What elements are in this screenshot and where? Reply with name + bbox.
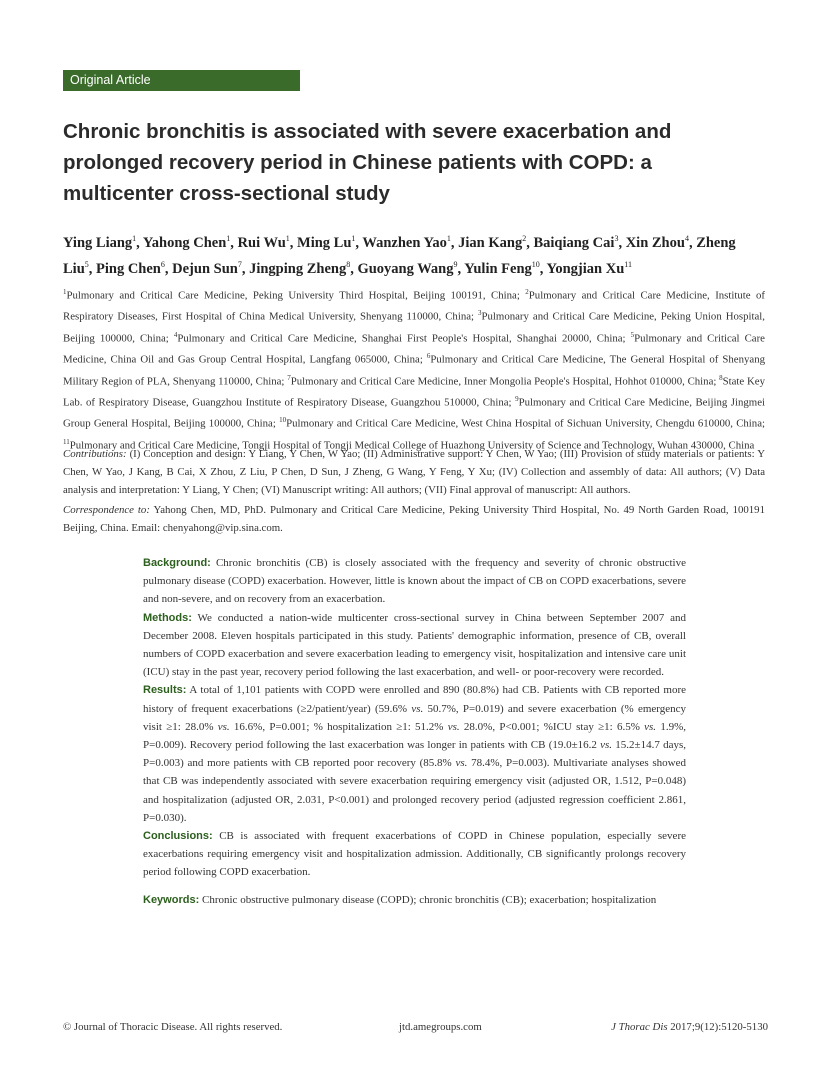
- background-label: Background:: [143, 557, 211, 569]
- article-type-label: Original Article: [70, 73, 151, 87]
- author-name: Yongjian Xu: [546, 261, 625, 278]
- abstract-methods: [143, 609, 686, 682]
- results-text: 15.2±14.7 days, P=0.003) and more patients with CB reported poor recovery (85.8%: [143, 739, 686, 770]
- author-affiliation-number: 9: [453, 260, 458, 270]
- affiliation-number: 2: [525, 288, 529, 296]
- results-text: 50.7%, P=0.019) and severe exacerbation (% emergency visit ≥1: 28.0%: [143, 702, 686, 733]
- correspondence-label: Correspondence to:: [63, 504, 150, 516]
- author-affiliation-number: 10: [531, 260, 540, 270]
- vs-italic: vs.: [600, 739, 613, 752]
- affiliation-number: 9: [515, 394, 519, 403]
- affiliations: [63, 284, 765, 455]
- affiliation-text: State Key Lab. of Respiratory Disease, Guangzhou Institute of Respiratory Disease, Guangzhou 510000, China;: [63, 375, 765, 409]
- contributions: [63, 445, 765, 500]
- keywords-text: Chronic obstructive pulmonary disease (COPD); chronic bronchitis (CB); exacerbation; hospitalization: [199, 893, 657, 906]
- author-affiliation-number: 11: [624, 260, 632, 270]
- contributions-text: (I) Conception and design: Y Liang, Y Chen, W Yao; (II) Administrative support: Y Chen, W Yao; (III) Provision of study materials or patients: Y Chen, W Yao, J Kang, B Cai, X Zhou, Z Liu, P Chen, D Sun, J Zheng, G Wang, Y Feng, Y Xu; (IV) Collection and assembly of data: All authors; (V) Data analysis and interpretation: Y Liang, Y Chen; (VI) Manuscript writing: All authors; (VII) Final approval of manuscript: All authors.: [63, 448, 765, 497]
- journal-url-link[interactable]: jtd.amegroups.com: [399, 1021, 482, 1033]
- author-affiliation-number: 7: [237, 260, 242, 270]
- author-affiliation-number: 5: [84, 260, 89, 270]
- results-label: Results:: [143, 684, 187, 697]
- results-text: 78.4%, P=0.003). Multivariate analyses showed that CB was independently associated with severe exacerbation requiring emergency visit (adjusted OR, 1.512, P=0.048) and hospitalization (adjusted OR, 2.031, P<0.001) and prolonged recovery period (adjusted regression coefficient 2.861, P=0.030).: [143, 757, 687, 824]
- citation: [611, 1021, 768, 1033]
- author-name: Ping Chen: [96, 261, 161, 278]
- affiliation-number: 3: [478, 309, 482, 318]
- author-name: Jian Kang: [458, 234, 523, 251]
- author-affiliation-number: 6: [160, 260, 165, 270]
- affiliation-number: 1: [63, 288, 67, 296]
- author-name: Yahong Chen: [142, 234, 227, 251]
- results-text: 28.0%, P<0.001; %ICU stay ≥1: 6.5%: [459, 720, 645, 733]
- vs-italic: vs.: [455, 757, 468, 770]
- affiliation-text: Pulmonary and Critical Care Medicine, Shanghai First People's Hospital, Shanghai 20000, China;: [177, 332, 631, 345]
- affiliation-text: Pulmonary and Critical Care Medicine, Institute of Respiratory Diseases, First Hospital of China Medical University, Shenyang 110000, China;: [63, 289, 766, 323]
- affiliation-text: Pulmonary and Critical Care Medicine, West China Hospital of Sichuan University, Chengdu 610000, China;: [286, 417, 765, 430]
- author-affiliation-number: 1: [285, 234, 290, 243]
- author-affiliation-number: 3: [614, 234, 619, 243]
- vs-italic: vs.: [217, 720, 230, 733]
- results-text: 1.9%, P=0.009). Recovery period following the last exacerbation was longer in patients with CB (19.0±16.2: [143, 720, 686, 752]
- affiliation-text: Pulmonary and Critical Care Medicine, Beijing Jingmei Group General Hospital, Beijing 100000, China;: [63, 396, 765, 430]
- article-title: Chronic bronchitis is associated with severe exacerbation and prolonged recovery period in Chinese patients with COPD: a multicenter cross-sectional study: [63, 120, 672, 205]
- correspondence: [63, 501, 765, 537]
- author-name: Baiqiang Cai: [533, 234, 615, 251]
- author-affiliation-number: 2: [522, 234, 527, 243]
- background-text: Chronic bronchitis (CB) is closely associated with the frequency and severity of chronic obstructive pulmonary disease (COPD) exacerbation. However, little is known about the impact of CB on COPD exacerbations, severe and non-severe, and on recovery from an exacerbation.: [143, 557, 686, 606]
- affiliation-text: Pulmonary and Critical Care Medicine, Inner Mongolia People's Hospital, Hohhot 010000, China;: [290, 375, 720, 388]
- author-list: Ying Liang$^1$, Yahong Chen$^1$, Rui Wu$^1$, Ming Lu$^1$, Wanzhen Yao$^1$, Jian Kang$^2$, Baiqiang Cai$^3$, Xin Zhou$^4$, Zheng Liu$^5$, Ping Chen$^6$, Dejun Sun$^7$, Jingping Zheng$^8$, Guoyang Wang$^9$, Yulin Feng$^{10}$, Yongjian Xu$^{11}$: [63, 234, 736, 278]
- affiliation-text: Pulmonary and Critical Care Medicine, Peking University Third Hospital, Beijing 100191, China;: [66, 289, 526, 302]
- vs-italic: vs.: [447, 720, 460, 733]
- abstract: [143, 554, 686, 909]
- methods-label: Methods:: [143, 611, 192, 624]
- methods-text: We conducted a nation-wide multicenter cross-sectional survey in China between September 2007 and December 2008. Eleven hospitals participated in this study. Patients' demographic information, presence of CB, overall numbers of COPD exacerbation and severe exacerbation leading to emergency visit, hospitalization and intensive care unit (ICU) stay in the past year, recovery period following the last exacerbation, and well- or poor-recovery were recorded.: [143, 611, 686, 679]
- article-type-banner: [63, 70, 300, 91]
- keywords-label: Keywords:: [143, 893, 200, 906]
- abstract-results: [143, 681, 686, 827]
- affiliation-text: Pulmonary and Critical Care Medicine, Tongji Hospital of Tongji Medical College of Huazhong University of Science and Technology, Wuhan 430000, China: [69, 439, 755, 452]
- author-name: Ying Liang: [63, 234, 133, 251]
- author-name: Ming Lu: [297, 234, 352, 251]
- author-affiliation-number: 4: [684, 234, 689, 243]
- affiliation-number: 8: [719, 373, 723, 382]
- author-name: Rui Wu: [237, 234, 286, 251]
- affiliation-number: 4: [173, 330, 178, 339]
- author-affiliation-number: 1: [446, 234, 451, 243]
- author-affiliation-number: 8: [346, 260, 351, 270]
- citation-details: 2017;9(12):5120-5130: [667, 1021, 768, 1033]
- author-affiliation-number: 1: [132, 234, 137, 243]
- author-name: Guoyang Wang: [357, 261, 454, 278]
- abstract-keywords: [143, 891, 686, 909]
- author-affiliation-number: 1: [351, 234, 356, 243]
- affiliation-text: Pulmonary and Critical Care Medicine, Peking Union Hospital, Beijing 100000, China;: [63, 310, 765, 345]
- contributions-label: Contributions:: [63, 448, 127, 460]
- author-name: Jingping Zheng: [249, 261, 347, 278]
- author-name: Wanzhen Yao: [362, 234, 447, 251]
- affiliation-number: 6: [426, 352, 431, 361]
- author-name: Dejun Sun: [172, 261, 238, 278]
- author-name: Xin Zhou: [625, 234, 685, 251]
- journal-name: J Thorac Dis: [611, 1021, 668, 1033]
- vs-italic: vs.: [644, 720, 657, 733]
- abstract-background: [143, 554, 686, 609]
- affiliation-text: Pulmonary and Critical Care Medicine, The General Hospital of Shenyang Military Region of PLA, Shenyang 110000, China;: [63, 353, 765, 388]
- affiliation-number: 10: [279, 416, 287, 425]
- affiliation-number: 11: [63, 437, 70, 446]
- correspondence-text: Yahong Chen, MD, PhD. Pulmonary and Critical Care Medicine, Peking University Third Hospital, No. 49 North Garden Road, 100191 Beijing, China. Email: chenyahong@vip.sina.com.: [63, 504, 765, 535]
- vs-italic: vs.: [411, 702, 424, 715]
- conclusions-text: CB is associated with frequent exacerbations of COPD in Chinese population, especially severe exacerbations requiring emergency visit and hospitalization admission. Additionally, CB significantly prolongs recovery period following COPD exacerbation.: [143, 830, 686, 879]
- affiliation-text: Pulmonary and Critical Care Medicine, China Oil and Gas Group Central Hospital, Langfang 065000, China;: [63, 332, 765, 366]
- affiliation-number: 5: [630, 330, 635, 339]
- conclusions-label: Conclusions:: [143, 830, 213, 843]
- author-name: Yulin Feng: [464, 261, 532, 278]
- abstract-conclusions: [143, 827, 686, 882]
- author-name: Zheng Liu: [63, 234, 736, 278]
- affiliation-number: 7: [287, 373, 291, 382]
- results-text: A total of 1,101 patients with COPD were enrolled and 890 (80.8%) had CB. Patients with CB reported more history of frequent exacerbations (≥2/patient/year) (59.6%: [143, 684, 686, 715]
- copyright-text: © Journal of Thoracic Disease. All rights reserved.: [63, 1021, 283, 1033]
- results-text: 16.6%, P=0.001; % hospitalization ≥1: 51.2%: [229, 720, 448, 733]
- author-affiliation-number: 1: [226, 234, 231, 243]
